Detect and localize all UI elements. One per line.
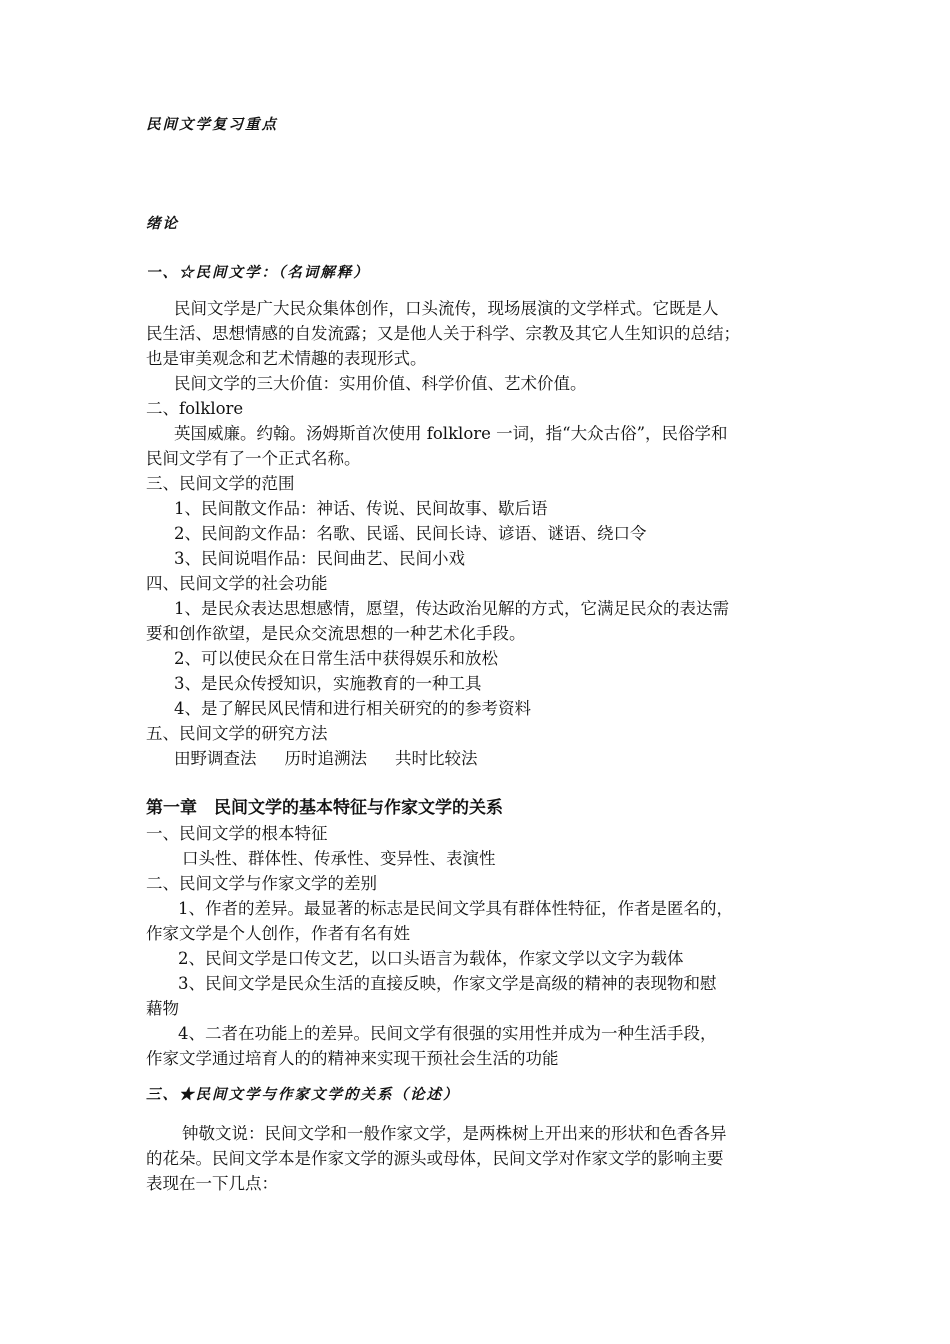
list-item-continuation: 要和创作欲望，是民众交流思想的一种艺术化手段。 (146, 624, 526, 643)
section-heading: 二、folklore (146, 399, 244, 418)
list-item: 3、民间说唱作品：民间曲艺、民间小戏 (174, 549, 465, 568)
section-heading: 三、民间文学的范围 (146, 474, 295, 493)
paragraph-line: 民间文学的三大价值：实用价值、科学价值、艺术价值。 (174, 374, 587, 393)
section-heading: 三、★民间文学与作家文学的关系（论述） (146, 1086, 460, 1103)
paragraph-line: 民间文学是广大民众集体创作，口头流传，现场展演的文学样式。它既是人 (174, 299, 719, 318)
list-item: 4、二者在功能上的差异。民间文学有很强的实用性并成为一种生活手段， (178, 1024, 717, 1043)
paragraph-line: 的花朵。民间文学本是作家文学的源头或母体，民间文学对作家文学的影响主要 (146, 1149, 724, 1168)
paragraph-line: 也是审美观念和艺术情趣的表现形式。 (146, 349, 427, 368)
list-item: 3、是民众传授知识，实施教育的一种工具 (174, 674, 482, 693)
paragraph-line: 英国威廉。约翰。汤姆斯首次使用 folklore 一词，指“大众古俗”，民俗学和 (174, 424, 728, 443)
methods-line (174, 748, 478, 770)
paragraph-line: 钟敬文说：民间文学和一般作家文学，是两株树上开出来的形状和色香各异 (182, 1124, 727, 1143)
section-heading: 一、民间文学的根本特征 (146, 824, 328, 843)
chapter-heading: 第一章 民间文学的基本特征与作家文学的关系 (146, 798, 503, 818)
list-item: 1、是民众表达思想感情，愿望，传达政治见解的方式，它满足民众的表达需 (174, 599, 729, 618)
list-item: 2、民间文学是口传文艺，以口头语言为载体，作家文学以文字为载体 (178, 949, 684, 968)
list-item-continuation: 藉物 (146, 999, 179, 1018)
section-heading: 二、民间文学与作家文学的差别 (146, 874, 377, 893)
list-item: 4、是了解民风民情和进行相关研究的的参考资料 (174, 699, 531, 718)
method-item: 历时追溯法 (284, 749, 367, 768)
document-title: 民间文学复习重点 (146, 116, 278, 133)
paragraph-line: 民间文学有了一个正式名称。 (146, 449, 361, 468)
list-item: 2、可以使民众在日常生活中获得娱乐和放松 (174, 649, 498, 668)
list-item: 2、民间韵文作品：名歌、民谣、民间长诗、谚语、谜语、绕口令 (174, 524, 647, 543)
list-item: 1、民间散文作品：神话、传说、民间故事、歇后语 (174, 499, 548, 518)
section-heading: 五、民间文学的研究方法 (146, 724, 328, 743)
method-item: 共时比较法 (395, 749, 478, 768)
list-item-continuation: 作家文学是个人创作，作者有名有姓 (146, 924, 410, 943)
method-item: 田野调查法 (174, 749, 257, 768)
list-item: 1、作者的差异。最显著的标志是民间文学具有群体性特征，作者是匿名的， (178, 899, 733, 918)
list-item-continuation: 作家文学通过培育人的的精神来实现干预社会生活的功能 (146, 1049, 559, 1068)
intro-heading: 绪论 (146, 215, 179, 232)
paragraph-line: 口头性、群体性、传承性、变异性、表演性 (182, 849, 496, 868)
section-heading: 四、民间文学的社会功能 (146, 574, 328, 593)
paragraph-line: 民生活、思想情感的自发流露；又是他人关于科学、宗教及其它人生知识的总结； (146, 324, 740, 343)
section-heading: 一、☆民间文学：（名词解释） (146, 264, 370, 281)
paragraph-line: 表现在一下几点： (146, 1174, 278, 1193)
list-item: 3、民间文学是民众生活的直接反映，作家文学是高级的精神的表现物和慰 (178, 974, 717, 993)
